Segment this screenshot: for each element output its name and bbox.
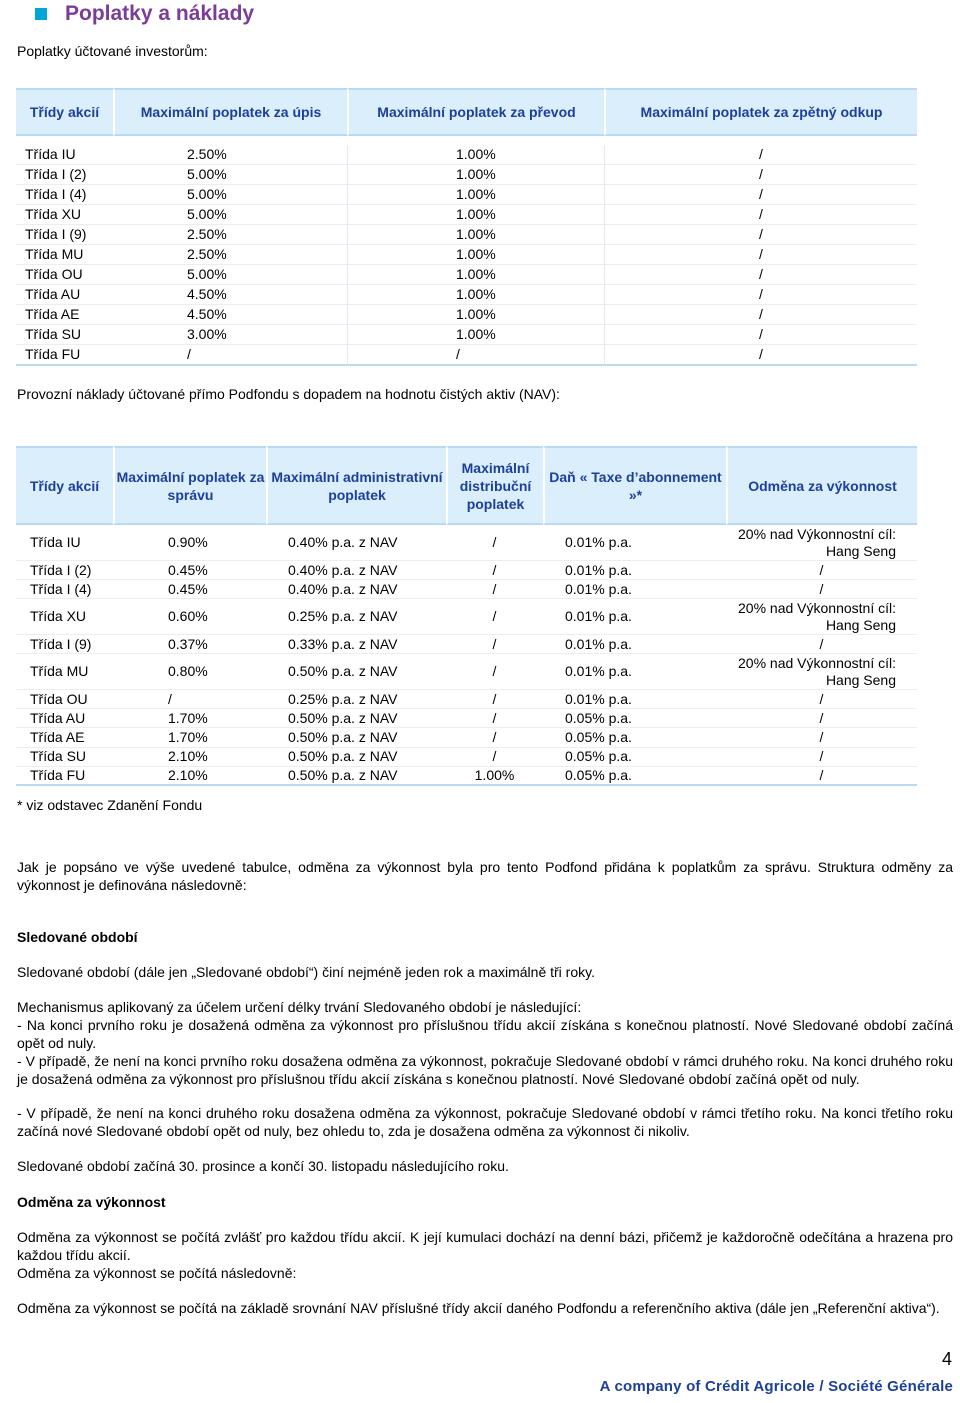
- share-class-cell: Třída AE: [16, 728, 113, 747]
- conversion-fee-cell: 1.00%: [347, 185, 604, 205]
- share-class-cell: Třída FU: [16, 345, 113, 366]
- table-row: [16, 728, 917, 747]
- redemption-fee-cell: /: [604, 185, 917, 205]
- distribution-fee-cell: /: [446, 580, 543, 599]
- taxe-abonnement-cell: 0.01% p.a.: [543, 654, 726, 690]
- subscription-fee-cell: 2.50%: [113, 245, 347, 265]
- admin-fee-cell: 0.50% p.a. z NAV: [266, 728, 446, 747]
- header-management-fee: Maximální poplatek za správu: [113, 446, 266, 525]
- share-class-cell: Třída IU: [16, 145, 113, 165]
- performance-fee-cell: 20% nad Výkonnostní cíl: Hang Seng: [726, 599, 917, 635]
- share-class-cell: Třída XU: [16, 599, 113, 635]
- page-title: Poplatky a náklady: [65, 2, 255, 25]
- table-row: [16, 561, 917, 580]
- performance-fee-intro: Jak je popsáno ve výše uvedené tabulce, odměna za výkonnost byla pro tento Podfond přidána k poplatkům za správu. Struktura odměny za výkonnost je definována následovně:: [17, 859, 953, 893]
- distribution-fee-cell: 1.00%: [446, 767, 543, 786]
- conversion-fee-cell: 1.00%: [347, 305, 604, 325]
- conversion-fee-cell: 1.00%: [347, 245, 604, 265]
- redemption-fee-cell: /: [604, 225, 917, 245]
- mechanism-text: Mechanismus aplikovaný za účelem určení délky trvání Sledovaného období je následující:: [17, 999, 582, 1015]
- performance-fee-cell: /: [726, 561, 917, 580]
- mechanism-bullet-2: - V případě, že není na konci prvního roku dosažena odměna za výkonnost, pokračuje Sledované období v rámci druhého roku. Na konci druhého roku je dosažená odměna za výkonnost pro příslušnou třídu akcií získána s konečnou platností. Nové Sledované období začíná opět od nuly.: [17, 1053, 953, 1087]
- taxe-abonnement-cell: 0.05% p.a.: [543, 748, 726, 767]
- distribution-fee-cell: /: [446, 525, 543, 561]
- table-row: [16, 748, 917, 767]
- mechanism-bullet-3: - V případě, že není na konci druhého roku dosažena odměna za výkonnost, pokračuje Sledované období v rámci třetího roku. Na konci třetího roku začíná nové Sledované období opět od nuly, bez ohledu to, zda je dosažena odměna za výkonnost či nikoliv.: [17, 1105, 953, 1139]
- conversion-fee-cell: 1.00%: [347, 165, 604, 185]
- observation-period-dates: Sledované období začíná 30. prosince a končí 30. listopadu následujícího roku.: [17, 1158, 509, 1174]
- redemption-fee-cell: /: [604, 305, 917, 325]
- subscription-fee-cell: 5.00%: [113, 265, 347, 285]
- subscription-fee-cell: 4.50%: [113, 305, 347, 325]
- admin-fee-cell: 0.40% p.a. z NAV: [266, 561, 446, 580]
- subscription-fee-cell: 3.00%: [113, 325, 347, 345]
- redemption-fee-cell: /: [604, 265, 917, 285]
- admin-fee-cell: 0.40% p.a. z NAV: [266, 580, 446, 599]
- performance-fee-text-2: Odměna za výkonnost se počítá následovně:: [17, 1265, 297, 1281]
- distribution-fee-cell: /: [446, 748, 543, 767]
- performance-fee-cell: /: [726, 635, 917, 654]
- management-fee-cell: 0.45%: [113, 561, 266, 580]
- taxe-abonnement-cell: 0.05% p.a.: [543, 728, 726, 747]
- performance-fee-cell: /: [726, 728, 917, 747]
- share-class-cell: Třída AU: [16, 709, 113, 728]
- distribution-fee-cell: /: [446, 599, 543, 635]
- table-row: [16, 265, 917, 285]
- table-row: [16, 185, 917, 205]
- table-row: [16, 145, 917, 165]
- share-class-cell: Třída FU: [16, 767, 113, 786]
- table-row: [16, 205, 917, 225]
- section-heading-observation-period: Sledované období: [17, 929, 138, 945]
- management-fee-cell: 0.37%: [113, 635, 266, 654]
- table-row: [16, 245, 917, 265]
- share-class-cell: Třída MU: [16, 245, 113, 265]
- admin-fee-cell: 0.33% p.a. z NAV: [266, 635, 446, 654]
- observation-period-text: Sledované období (dále jen „Sledované období“) činí nejméně jeden rok a maximálně tři roky.: [17, 964, 595, 980]
- table-row: [16, 525, 917, 561]
- admin-fee-cell: 0.50% p.a. z NAV: [266, 654, 446, 690]
- subscription-fee-cell: 2.50%: [113, 225, 347, 245]
- taxe-abonnement-cell: 0.05% p.a.: [543, 709, 726, 728]
- table-row: [16, 305, 917, 325]
- redemption-fee-cell: /: [604, 205, 917, 225]
- subtitle: Poplatky účtované investorům:: [17, 43, 208, 59]
- conversion-fee-cell: 1.00%: [347, 265, 604, 285]
- redemption-fee-cell: /: [604, 345, 917, 366]
- header-conversion-fee: Maximální poplatek za převod: [347, 88, 604, 136]
- share-class-cell: Třída I (2): [16, 165, 113, 185]
- redemption-fee-cell: /: [604, 145, 917, 165]
- subscription-fee-cell: 5.00%: [113, 185, 347, 205]
- subscription-fee-cell: /: [113, 345, 347, 366]
- footer-brand-logo: A company of Crédit Agricole / Société Générale: [599, 1378, 953, 1395]
- distribution-fee-cell: /: [446, 709, 543, 728]
- conversion-fee-cell: 1.00%: [347, 205, 604, 225]
- table-row: [16, 599, 917, 635]
- share-class-cell: Třída SU: [16, 748, 113, 767]
- table-row: [16, 285, 917, 305]
- table-row: [16, 345, 917, 366]
- subscription-fee-cell: 5.00%: [113, 205, 347, 225]
- performance-fee-text-1: Odměna za výkonnost se počítá zvlášť pro každou třídu akcií. K její kumulaci dochází na denní bázi, přičemž je každoročně odečítána a hrazena pro každou třídu akcií.: [17, 1229, 953, 1263]
- management-fee-cell: 2.10%: [113, 767, 266, 786]
- taxe-abonnement-cell: 0.01% p.a.: [543, 635, 726, 654]
- taxe-abonnement-cell: 0.01% p.a.: [543, 690, 726, 709]
- table-row: [16, 225, 917, 245]
- distribution-fee-cell: /: [446, 561, 543, 580]
- distribution-fee-cell: /: [446, 654, 543, 690]
- admin-fee-cell: 0.50% p.a. z NAV: [266, 748, 446, 767]
- header-subscription-fee: Maximální poplatek za úpis: [113, 88, 347, 136]
- header-taxe-abonnement: Daň « Taxe d’abonnement »*: [543, 446, 726, 525]
- share-class-cell: Třída I (9): [16, 225, 113, 245]
- header-redemption-fee: Maximální poplatek za zpětný odkup: [604, 88, 917, 136]
- admin-fee-cell: 0.40% p.a. z NAV: [266, 525, 446, 561]
- share-class-cell: Třída OU: [16, 690, 113, 709]
- management-fee-cell: /: [113, 690, 266, 709]
- performance-fee-text-3: Odměna za výkonnost se počítá na základě srovnání NAV příslušné třídy akcií daného Podfondu a referenčního aktiva (dále jen „Referenční aktiva“).: [17, 1300, 940, 1316]
- table-row: [16, 580, 917, 599]
- header-share-classes: Třídy akcií: [16, 446, 113, 525]
- share-class-cell: Třída MU: [16, 654, 113, 690]
- performance-fee-cell: /: [726, 690, 917, 709]
- taxe-abonnement-cell: 0.01% p.a.: [543, 599, 726, 635]
- redemption-fee-cell: /: [604, 245, 917, 265]
- share-class-cell: Třída I (2): [16, 561, 113, 580]
- share-class-cell: Třída AU: [16, 285, 113, 305]
- taxe-abonnement-cell: 0.05% p.a.: [543, 767, 726, 786]
- mechanism-bullet-1: - Na konci prvního roku je dosažená odměna za výkonnost pro příslušnou třídu akcií získána s konečnou platností. Nové Sledované období začíná opět od nuly.: [17, 1017, 953, 1051]
- redemption-fee-cell: /: [604, 165, 917, 185]
- table-row: [16, 654, 917, 690]
- share-class-cell: Třída I (4): [16, 185, 113, 205]
- table-row: [16, 325, 917, 345]
- table-row: [16, 709, 917, 728]
- management-fee-cell: 0.80%: [113, 654, 266, 690]
- performance-fee-cell: /: [726, 709, 917, 728]
- table-row: [16, 635, 917, 654]
- management-fee-cell: 1.70%: [113, 709, 266, 728]
- header-admin-fee: Maximální administrativní poplatek: [266, 446, 446, 525]
- subscription-fee-cell: 5.00%: [113, 165, 347, 185]
- page-title-block: [35, 2, 254, 26]
- conversion-fee-cell: 1.00%: [347, 285, 604, 305]
- page-number: 4: [941, 1349, 952, 1369]
- management-fee-cell: 0.45%: [113, 580, 266, 599]
- taxe-abonnement-cell: 0.01% p.a.: [543, 525, 726, 561]
- subscription-fee-cell: 4.50%: [113, 285, 347, 305]
- footnote: * viz odstavec Zdanění Fondu: [17, 797, 203, 813]
- header-distribution-fee: Maximální distribuční poplatek: [446, 446, 543, 525]
- header-performance-fee: Odměna za výkonnost: [726, 446, 917, 525]
- subscription-fee-cell: 2.50%: [113, 145, 347, 165]
- performance-fee-cell: 20% nad Výkonnostní cíl: Hang Seng: [726, 525, 917, 561]
- share-class-cell: Třída AE: [16, 305, 113, 325]
- management-fee-cell: 1.70%: [113, 728, 266, 747]
- share-class-cell: Třída IU: [16, 525, 113, 561]
- distribution-fee-cell: /: [446, 690, 543, 709]
- table-row: [16, 165, 917, 185]
- taxe-abonnement-cell: 0.01% p.a.: [543, 580, 726, 599]
- admin-fee-cell: 0.25% p.a. z NAV: [266, 690, 446, 709]
- conversion-fee-cell: 1.00%: [347, 325, 604, 345]
- management-fee-cell: 0.90%: [113, 525, 266, 561]
- redemption-fee-cell: /: [604, 285, 917, 305]
- admin-fee-cell: 0.50% p.a. z NAV: [266, 709, 446, 728]
- operating-costs-intro: Provozní náklady účtované přímo Podfondu s dopadem na hodnotu čistých aktiv (NAV):: [17, 386, 560, 402]
- admin-fee-cell: 0.25% p.a. z NAV: [266, 599, 446, 635]
- distribution-fee-cell: /: [446, 635, 543, 654]
- taxe-abonnement-cell: 0.01% p.a.: [543, 561, 726, 580]
- management-fee-cell: 2.10%: [113, 748, 266, 767]
- management-fee-cell: 0.60%: [113, 599, 266, 635]
- performance-fee-cell: /: [726, 767, 917, 786]
- table-row: [16, 767, 917, 786]
- performance-fee-cell: 20% nad Výkonnostní cíl: Hang Seng: [726, 654, 917, 690]
- share-class-cell: Třída I (9): [16, 635, 113, 654]
- conversion-fee-cell: 1.00%: [347, 225, 604, 245]
- performance-fee-cell: /: [726, 580, 917, 599]
- investor-fees-table: [16, 88, 917, 366]
- header-share-classes: Třídy akcií: [16, 88, 113, 136]
- table-row: [16, 690, 917, 709]
- section-heading-performance-fee: Odměna za výkonnost: [17, 1194, 166, 1210]
- bullet-square-icon: [35, 8, 47, 20]
- conversion-fee-cell: 1.00%: [347, 145, 604, 165]
- operating-costs-table: [16, 446, 917, 786]
- share-class-cell: Třída XU: [16, 205, 113, 225]
- share-class-cell: Třída SU: [16, 325, 113, 345]
- admin-fee-cell: 0.50% p.a. z NAV: [266, 767, 446, 786]
- share-class-cell: Třída I (4): [16, 580, 113, 599]
- redemption-fee-cell: /: [604, 325, 917, 345]
- distribution-fee-cell: /: [446, 728, 543, 747]
- share-class-cell: Třída OU: [16, 265, 113, 285]
- performance-fee-cell: /: [726, 748, 917, 767]
- conversion-fee-cell: /: [347, 345, 604, 366]
